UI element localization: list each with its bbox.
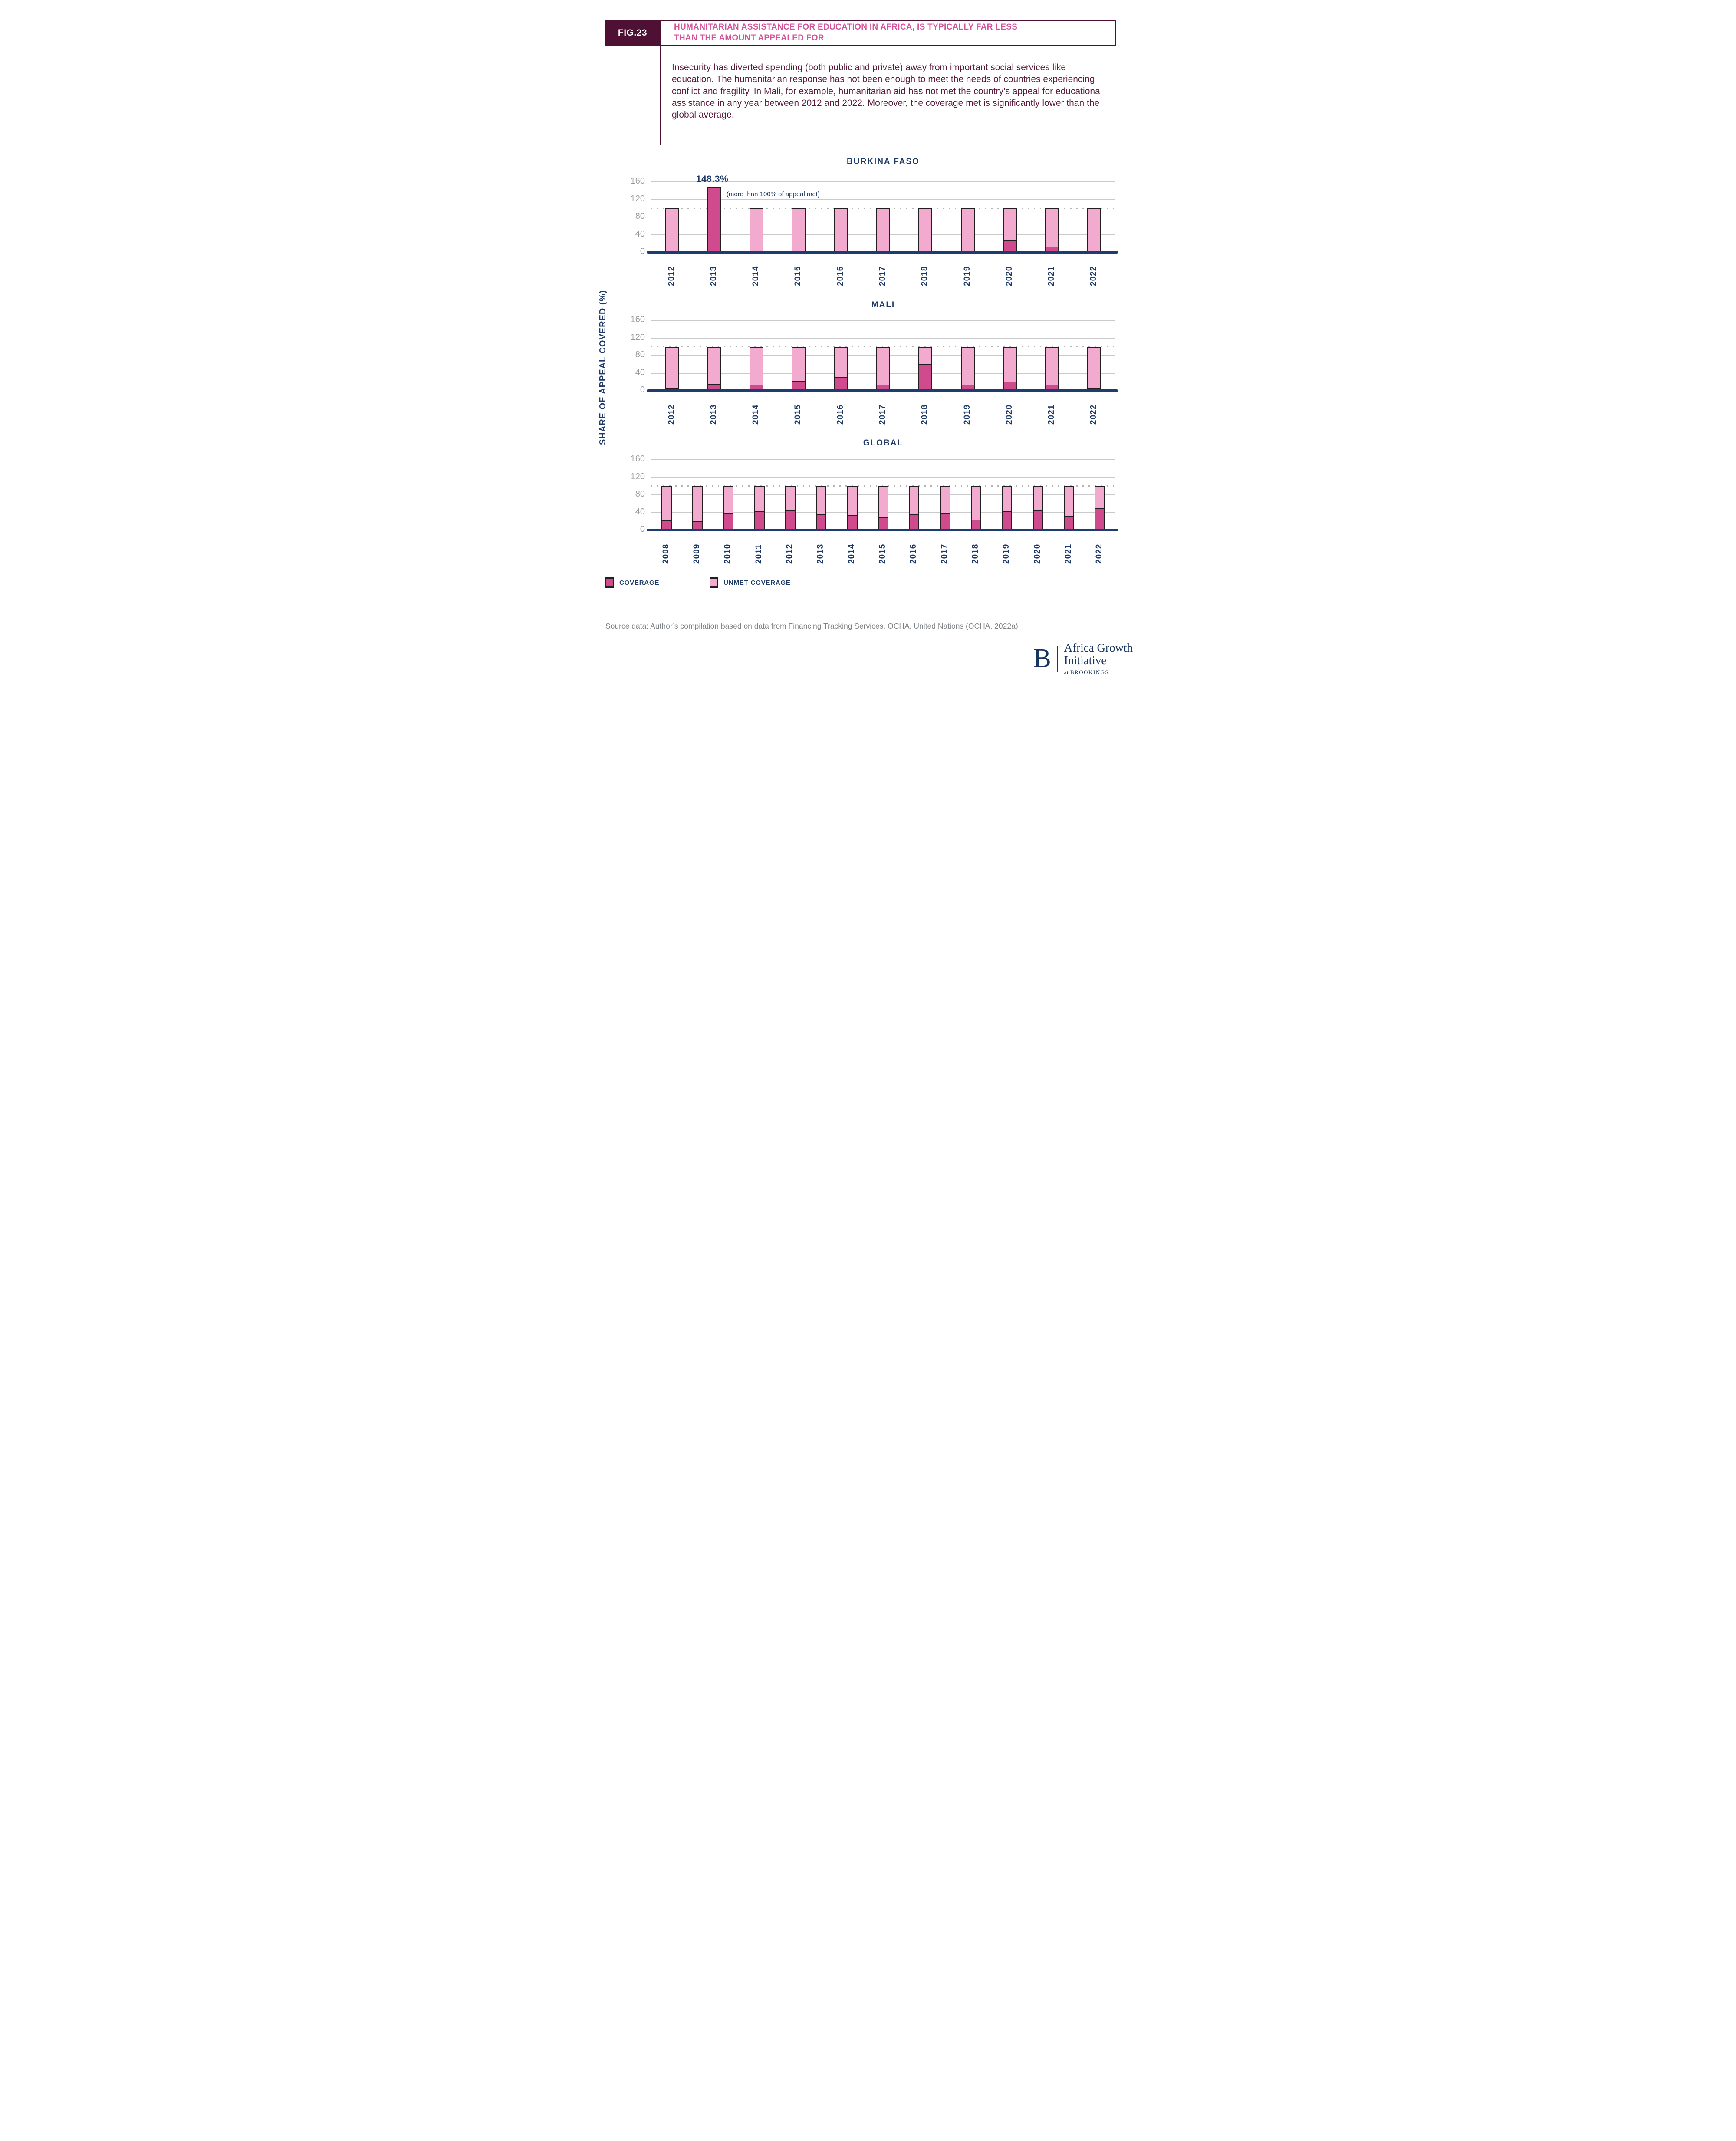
- x-tick-label: 2013: [816, 543, 825, 564]
- bar-segment-coverage: [940, 513, 950, 530]
- bar-segment-unmet: [961, 347, 975, 385]
- bar-segment-coverage: [1002, 511, 1012, 530]
- chart-title: GLOBAL: [863, 438, 904, 448]
- bar-segment-coverage: [707, 187, 721, 252]
- bar-segment-unmet: [723, 486, 733, 513]
- plot-area: [630, 454, 1115, 534]
- bar-segment-coverage: [878, 517, 888, 530]
- bar-segment-unmet: [940, 486, 950, 513]
- x-tick-label: 2013: [709, 266, 718, 286]
- x-tick-label: 2017: [878, 404, 887, 425]
- bar-segment-coverage: [723, 513, 733, 530]
- logo-line-3: [1064, 669, 1133, 676]
- bar-segment-unmet: [750, 347, 763, 385]
- unmet-coverage-swatch: [710, 577, 718, 588]
- bar-segment-coverage: [816, 514, 826, 530]
- x-tick-label: 2009: [692, 543, 701, 564]
- x-tick-label: 2018: [971, 543, 980, 564]
- intro-paragraph: Insecurity has diverted spending (both public and private) away from important social services like education. The humanitarian response has not been enough to meet the needs of countries experiencing conflict and fragility. In Mali, for example, humanitarian aid has not met the country’s appeal for educational assistance in any year between 2012 and 2022. Moreover, the coverage met is significantly lower than the global average.: [672, 63, 1102, 120]
- bar-segment-unmet: [750, 208, 763, 252]
- gridline: [651, 320, 1115, 321]
- bar-segment-unmet: [816, 486, 826, 514]
- figure-title: HUMANITARIAN ASSISTANCE FOR EDUCATION IN AFRICA, IS TYPICALLY FAR LESS THAN THE AMOUNT APPEALED FOR: [674, 23, 1018, 43]
- chart-title: BURKINA FASO: [847, 157, 920, 166]
- x-axis-labels: [651, 391, 1115, 425]
- x-axis-baseline: [647, 251, 1118, 254]
- logo-divider: [1057, 646, 1058, 672]
- source-note: Source data: Author’s compilation based on data from Financing Tracking Services, OCHA, United Nations (OCHA, 2022a): [605, 622, 1018, 630]
- y-tick-label: 160: [630, 454, 645, 464]
- x-axis-labels: [651, 530, 1115, 564]
- annotation-value: 148.3%: [696, 174, 729, 184]
- bar-segment-coverage: [754, 511, 765, 530]
- x-tick-label: 2018: [920, 266, 930, 286]
- bar-segment-unmet: [792, 208, 806, 252]
- y-tick-label: 80: [635, 489, 645, 499]
- bar-segment-unmet: [661, 486, 672, 520]
- chart-title: MALI: [871, 300, 895, 310]
- figure-number: FIG.23: [618, 28, 648, 38]
- bar-segment-coverage: [1095, 508, 1105, 530]
- x-tick-label: 2014: [751, 266, 761, 286]
- y-tick-label: 40: [635, 507, 645, 517]
- bar-segment-coverage: [834, 377, 848, 391]
- logo-at: at: [1064, 669, 1069, 676]
- figure-title-box: [660, 20, 1116, 46]
- figure-number-badge: [605, 20, 660, 46]
- x-tick-label: 2010: [723, 543, 733, 564]
- x-axis-baseline: [647, 389, 1118, 392]
- bar-segment-unmet: [1003, 347, 1017, 382]
- x-tick-label: 2019: [962, 266, 972, 286]
- x-tick-label: 2021: [1064, 543, 1073, 564]
- x-axis-labels: [651, 252, 1115, 286]
- bar-segment-coverage: [847, 515, 858, 530]
- bar-segment-unmet: [754, 486, 765, 511]
- bar-segment-coverage: [1064, 516, 1074, 530]
- logo-text: [1064, 642, 1133, 676]
- bar-segment-unmet: [876, 208, 890, 252]
- bar-segment-unmet: [1045, 208, 1059, 247]
- gridline: [651, 477, 1115, 478]
- chart-global: [630, 438, 1115, 564]
- y-tick-label: 120: [630, 332, 645, 342]
- x-tick-label: 2011: [754, 544, 763, 564]
- brookings-logo: [1033, 642, 1133, 676]
- bar-segment-unmet: [918, 208, 932, 252]
- y-tick-label: 0: [640, 524, 645, 534]
- legend: [605, 577, 791, 588]
- x-tick-label: 2013: [709, 404, 718, 425]
- bar-segment-unmet: [1064, 486, 1074, 516]
- gridline: [651, 338, 1115, 339]
- bar-segment-unmet: [834, 347, 848, 377]
- bar-segment-coverage: [1033, 510, 1043, 530]
- bar-segment-unmet: [878, 486, 888, 517]
- x-tick-label: 2021: [1047, 266, 1056, 286]
- bar-segment-unmet: [847, 486, 858, 515]
- x-tick-label: 2012: [667, 404, 676, 425]
- y-tick-label: 40: [635, 229, 645, 239]
- x-tick-label: 2016: [835, 266, 845, 286]
- chart-mali: [630, 300, 1115, 425]
- y-tick-label: 0: [640, 247, 645, 256]
- x-tick-label: 2020: [1032, 543, 1042, 564]
- x-tick-label: 2020: [1004, 404, 1014, 425]
- bar-segment-unmet: [918, 347, 932, 364]
- bar-segment-unmet: [961, 208, 975, 252]
- x-tick-label: 2017: [878, 266, 887, 286]
- x-tick-label: 2017: [940, 543, 949, 564]
- brookings-b-mark: B: [1033, 643, 1051, 673]
- coverage-swatch: [605, 577, 614, 588]
- bar-segment-unmet: [1087, 208, 1101, 251]
- bar-segment-unmet: [707, 347, 721, 384]
- y-axis-label: SHARE OF APPEAL COVERED (%): [598, 290, 608, 445]
- bar-segment-unmet: [1002, 486, 1012, 511]
- x-tick-label: 2022: [1089, 266, 1098, 286]
- bar-segment-unmet: [834, 208, 848, 252]
- y-tick-label: 120: [630, 194, 645, 204]
- x-tick-label: 2022: [1089, 404, 1098, 425]
- x-tick-label: 2015: [793, 266, 803, 286]
- bar-segment-unmet: [876, 347, 890, 385]
- x-tick-label: 2019: [1002, 543, 1011, 564]
- x-tick-label: 2012: [667, 266, 676, 286]
- y-tick-label: 40: [635, 367, 645, 377]
- bar-segment-unmet: [1095, 486, 1105, 508]
- x-tick-label: 2020: [1004, 266, 1014, 286]
- x-tick-label: 2014: [847, 543, 856, 564]
- bar-segment-unmet: [1033, 486, 1043, 510]
- logo-line-1: Africa Growth: [1064, 641, 1133, 654]
- y-tick-label: 160: [630, 176, 645, 186]
- bar-segment-unmet: [909, 486, 919, 514]
- x-tick-label: 2016: [909, 543, 918, 564]
- bar-segment-coverage: [909, 514, 919, 530]
- bar-segment-unmet: [1045, 347, 1059, 385]
- bar-segment-unmet: [692, 486, 703, 521]
- bar-segment-unmet: [665, 347, 679, 388]
- bar-segment-unmet: [971, 486, 981, 520]
- y-tick-label: 80: [635, 211, 645, 221]
- bar-segment-coverage: [1003, 240, 1017, 252]
- bar-segment-coverage: [918, 364, 932, 391]
- legend-item-coverage: [605, 577, 659, 588]
- x-axis-baseline: [647, 529, 1118, 531]
- bar-segment-coverage: [785, 510, 796, 530]
- x-tick-label: 2019: [962, 404, 972, 425]
- bar-segment-unmet: [1087, 347, 1101, 388]
- logo-brookings: BROOKINGS: [1070, 669, 1109, 676]
- bar-segment-unmet: [792, 347, 806, 381]
- gridline: [651, 459, 1115, 460]
- x-tick-label: 2021: [1047, 404, 1056, 425]
- figure-page: [590, 0, 1146, 685]
- y-tick-label: 120: [630, 471, 645, 481]
- unmet-coverage-label: UNMET COVERAGE: [723, 579, 791, 586]
- bar-segment-unmet: [1003, 208, 1017, 240]
- x-tick-label: 2018: [920, 404, 930, 425]
- logo-line-2: Initiative: [1064, 654, 1107, 667]
- x-tick-label: 2016: [835, 404, 845, 425]
- x-tick-label: 2022: [1095, 543, 1104, 564]
- y-tick-label: 0: [640, 385, 645, 395]
- x-tick-label: 2012: [785, 543, 794, 564]
- x-tick-label: 2014: [751, 404, 761, 425]
- y-tick-label: 80: [635, 350, 645, 360]
- vertical-rule: [660, 46, 661, 145]
- bar-segment-unmet: [665, 208, 679, 252]
- plot-area: [630, 174, 1115, 256]
- x-tick-label: 2008: [661, 543, 671, 564]
- coverage-label: COVERAGE: [619, 579, 660, 586]
- y-tick-label: 160: [630, 315, 645, 325]
- chart-burkina-faso: [630, 157, 1115, 286]
- annotation-note: (more than 100% of appeal met): [726, 191, 820, 198]
- x-tick-label: 2015: [878, 543, 887, 564]
- bar-segment-unmet: [785, 486, 796, 510]
- legend-item-unmet-coverage: [710, 577, 791, 588]
- plot-area: [630, 315, 1115, 395]
- x-tick-label: 2015: [793, 404, 803, 425]
